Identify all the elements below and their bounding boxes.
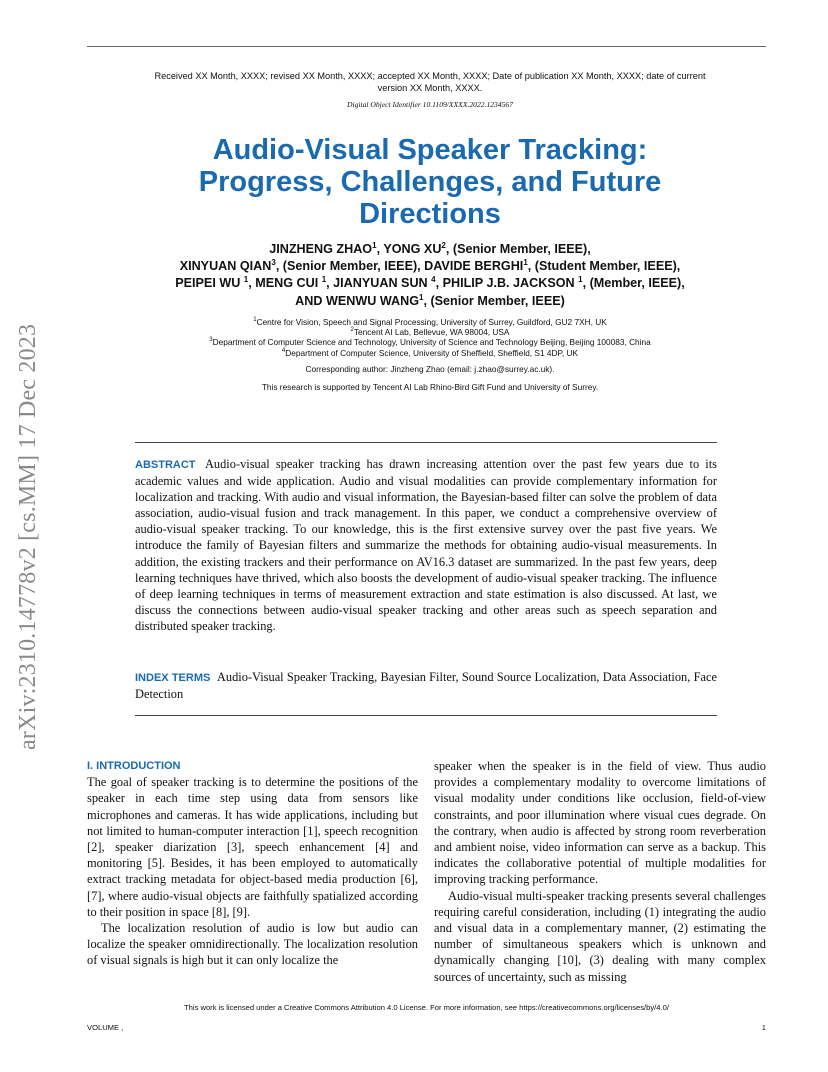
- affiliation-sup: 1: [253, 317, 257, 324]
- doi: Digital Object Identifier 10.1109/XXXX.2022.1234567: [346, 100, 514, 109]
- affiliations: [120, 317, 740, 358]
- paragraph: The goal of speaker tracking is to determine the positions of the speaker in each time step using data from sensors like microphones and cameras. It has wide applications, including but not limited to human-computer interaction [1], speech recognition [2], speaker diarization [3], speech enhancement [4] and monitoring [5]. Besides, it has been employed to automatically extract tracking metadata for object-based media production [6], [7], where audio-visual objects are faithfully spatialized according to their position in space [8], [9].: [87, 775, 418, 919]
- author-membership: , (Senior Member, IEEE): [423, 293, 565, 308]
- affiliation-4: [120, 348, 740, 358]
- author-line-2: [120, 258, 740, 275]
- author-affil-sup: 1: [372, 240, 377, 250]
- received-dates: Received XX Month, XXXX; revised XX Month, XXXX; accepted XX Month, XXXX; Date of publication XX Month, XXXX; date of current version XX Month, XXXX.: [154, 71, 706, 93]
- abstract-text: Audio-visual speaker tracking has drawn increasing attention over the past few years due to its academic values and wide application. Audio and visual modalities can provide complementary information for localization and tracking. With audio and visual information, the Bayesian-based filter can solve the problem of data association, audio-visual fusion and track management. In this paper, we conduct a comprehensive overview of audio-visual speaker tracking. To our knowledge, this is the first extensive survey over the past five years. We introduce the family of Bayesian filters and summarize the methods for obtaining audio-visual measurements. In addition, the existing trackers and their performance on AV16.3 dataset are summarized. In the past few years, deep learning techniques have thrived, which also boosts the development of audio-visual speaker tracking. The influence of deep learning techniques in terms of measurement extraction and state estimation is also discussed. At last, we discuss the connections between audio-visual speaker tracking and other areas such as speech separation and distributed speaker tracking.: [135, 457, 717, 633]
- author-affil-sup: 1: [419, 292, 424, 302]
- license-notice: This work is licensed under a Creative Commons Attribution 4.0 License. For more information, see https://creativecommons.org/licenses/by/4.0/: [184, 1003, 669, 1012]
- author-line-3: [120, 275, 740, 292]
- affiliation-sup: 3: [209, 337, 213, 344]
- abstract-top-rule: [135, 442, 717, 443]
- index-terms-text: Audio-Visual Speaker Tracking, Bayesian Filter, Sound Source Localization, Data Association, Face Detection: [135, 670, 717, 702]
- author-affil-sup: 2: [441, 240, 446, 250]
- affiliation-3: [120, 337, 740, 347]
- index-terms: [135, 669, 717, 702]
- left-column: [87, 758, 418, 969]
- top-rule: [87, 46, 766, 47]
- author-affil-sup: 1: [243, 275, 249, 285]
- paragraph: The localization resolution of audio is low but audio can localize the speaker omnidirectionally. The localization resolution of visual signals is high but it can only localize the: [87, 921, 418, 968]
- arxiv-identifier: arXiv:2310.14778v2 [cs.MM] 17 Dec 2023: [15, 323, 41, 750]
- author-list: [120, 241, 740, 310]
- abstract-bottom-rule: [135, 715, 717, 716]
- paper-title: Audio-Visual Speaker Tracking: Progress, Challenges, and Future Directions: [198, 134, 662, 230]
- affiliation-text: Centre for Vision, Speech and Signal Processing, University of Surrey, Guildford, GU2 7XH, UK: [256, 317, 607, 327]
- author-name: JINZHENG ZHAO: [269, 242, 373, 256]
- section-heading: I. INTRODUCTION: [87, 760, 181, 772]
- index-terms-label: INDEX TERMS: [135, 672, 211, 684]
- paragraph: Audio-visual multi-speaker tracking presents several challenges requiring careful consideration, including (1) integrating the audio and visual data in a complementary manner, (2) estimating the number of simultaneous speakers which is unknown and dynamically changing [10], (3) dealing with many complex sources of uncertainty, such as missing: [434, 888, 766, 984]
- author-name: , YONG XU: [376, 242, 442, 256]
- affiliation-text: Department of Computer Science and Technology, University of Science and Technology Beijing, Beijing 100083, China: [212, 337, 651, 348]
- author-line-4: [120, 293, 740, 310]
- paragraph: speaker when the speaker is in the field of view. Thus audio provides a complementary modality to overcome limitations of visual modality under conditions like occlusion, field-of-view constraints, and poor illumination where visual cues degrade. On the contrary, when audio is affected by strong room reverberation and ambient noise, video information can serve as a backup. This indicates the collaborative potential of multiple modalities for improving tracking performance.: [434, 759, 766, 887]
- author-membership: , (Student Member, IEEE),: [527, 259, 681, 274]
- author-name: PEIPEI WU: [175, 276, 244, 291]
- author-name: , JIANYUAN SUN: [326, 276, 432, 291]
- abstract-label: ABSTRACT: [135, 459, 196, 471]
- author-affil-sup: 4: [431, 275, 436, 285]
- abstract: [135, 456, 717, 634]
- corresponding-author: Corresponding author: Jinzheng Zhao (email: j.zhao@surrey.ac.uk).: [305, 364, 555, 374]
- author-line-1: [120, 241, 740, 258]
- author-affil-sup: 1: [523, 258, 528, 268]
- author-name: , PHILIP J.B. JACKSON: [435, 276, 579, 291]
- author-affil-sup: 1: [321, 275, 327, 285]
- affiliation-2: [120, 327, 740, 337]
- author-name: XINYUAN QIAN: [179, 259, 272, 274]
- page-number: 1: [761, 1023, 766, 1032]
- author-name: AND WENWU WANG: [295, 293, 419, 308]
- author-membership: , (Member, IEEE),: [582, 276, 685, 291]
- author-affil-sup: 3: [271, 258, 276, 268]
- affiliation-sup: 4: [281, 347, 286, 354]
- author-membership: , (Senior Member, IEEE),: [445, 242, 591, 256]
- footer-volume: VOLUME ,: [87, 1023, 124, 1032]
- affiliation-text: Tencent AI Lab, Bellevue, WA 98004, USA: [353, 327, 510, 338]
- affiliation-1: [120, 317, 740, 327]
- right-column: [434, 758, 766, 985]
- author-name: , MENG CUI: [248, 276, 322, 291]
- affiliation-sup: 2: [350, 327, 354, 334]
- author-affil-sup: 1: [578, 275, 583, 285]
- affiliation-text: Department of Computer Science, University of Sheffield, Sheffield, S1 4DP, UK: [285, 347, 579, 358]
- funding-note: This research is supported by Tencent AI Lab Rhino-Bird Gift Fund and University of Surrey.: [261, 382, 599, 392]
- author-name: , (Senior Member, IEEE), DAVIDE BERGHI: [275, 259, 524, 274]
